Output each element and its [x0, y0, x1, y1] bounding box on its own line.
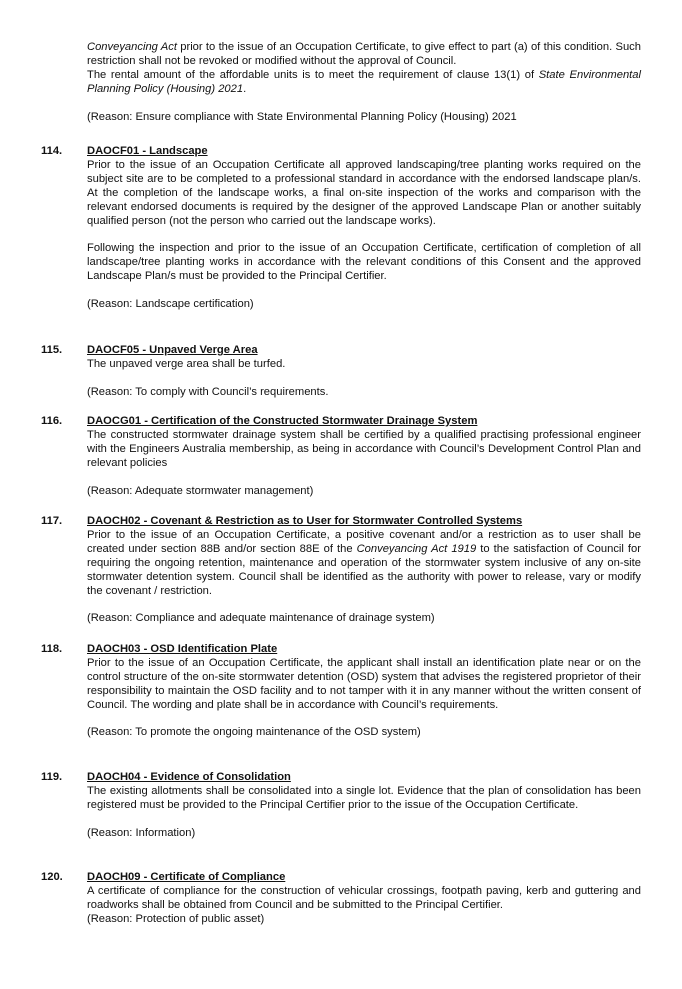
condition-118 [87, 643, 641, 740]
intro-block [87, 41, 641, 124]
intro-text-2: The rental amount of the affordable units is to meet the requirement of clause 13(1) of [87, 68, 539, 81]
condition-117-text-a: Prior to the issue of an Occupation Certificate, a positive covenant and/or a restriction as to user shall be created under section 88B and/or section 88E of the [87, 528, 641, 555]
intro-paragraph-2 [87, 69, 641, 97]
condition-114-paragraph-2: Following the inspection and prior to the issue of an Occupation Certificate, certification of completion of all landscape/tree planting works in accordance with the relevant conditions of this Consent and the approved Landscape Plan/s must be provided to the Principal Certifier. [87, 242, 641, 283]
condition-118-paragraph-1: Prior to the issue of an Occupation Certificate, the applicant shall install an identification plate near or on the control structure of the on-site stormwater detention (OSD) system that advises the registered proprietor of their responsibility to maintain the OSD facility and to not tamper with it in any manner without the written consent of Council. The wording and plate shall be in accordance with Council’s requirements. [87, 656, 641, 711]
condition-115-paragraph-1: The unpaved verge area shall be turfed. [87, 357, 286, 370]
condition-117-text-b: to the satisfaction of Council for requiring the ongoing retention, maintenance and operation of the stormwater system inclusive of any on-site stormwater detention system. Council shall be identified as the authority with power to release, vary or modify the covenant / restriction. [87, 542, 641, 597]
intro-policy-name: State Environmental Planning Policy (Housing) 2021 [87, 68, 641, 95]
condition-120 [87, 871, 641, 927]
condition-116 [87, 415, 641, 498]
condition-120-reason: (Reason: Protection of public asset) [87, 912, 265, 925]
condition-117-reason: (Reason: Compliance and adequate maintenance of drainage system) [87, 612, 435, 625]
condition-117-title: DAOCH02 - Covenant & Restriction as to User for Stormwater Controlled Systems [87, 515, 523, 527]
intro-reason: (Reason: Ensure compliance with State Environmental Planning Policy (Housing) 2021 [87, 110, 517, 123]
condition-114 [87, 145, 641, 312]
condition-116-paragraph-1: The constructed stormwater drainage system shall be certified by a qualified practising professional engineer with the Engineers Australia membership, as being in accordance with Council’s Development Control Plan and relevant policies [87, 428, 641, 469]
condition-115 [87, 344, 641, 400]
condition-118-title: DAOCH03 - OSD Identification Plate [87, 643, 278, 655]
condition-120-title: DAOCH09 - Certificate of Compliance [87, 871, 286, 883]
intro-paragraph-1 [87, 41, 641, 69]
condition-120-paragraph-1: A certificate of compliance for the construction of vehicular crossings, footpath paving, kerb and guttering and roadworks shall be obtained from Council and be submitted to the Principal Certifier. [87, 884, 641, 911]
condition-114-number: 114. [41, 145, 63, 157]
condition-118-number: 118. [41, 643, 63, 655]
condition-120-number: 120. [41, 871, 63, 883]
condition-119-title: DAOCH04 - Evidence of Consolidation [87, 771, 291, 783]
condition-115-reason: (Reason: To comply with Council’s requirements. [87, 385, 329, 398]
condition-119 [87, 771, 641, 841]
condition-117-paragraph-1 [87, 529, 641, 599]
condition-114-paragraph-1: Prior to the issue of an Occupation Certificate all approved landscaping/tree planting works required on the subject site are to be completed to a professional standard in accordance with the endorsed landscape plan/s. At the completion of the landscape works, a final on-site inspection of the works and comparison with the relevant endorsed documents is required by the designer of the approved Landscape Plan or another suitably qualified person (not the person who carried out the landscape works). [87, 158, 641, 227]
condition-116-number: 116. [41, 415, 63, 427]
intro-text-1: prior to the issue of an Occupation Certificate, to give effect to part (a) of this condition. Such restriction shall not be revoked or modified without the approval of Council. [87, 41, 641, 67]
condition-117-number: 117. [41, 515, 63, 527]
condition-116-title: DAOCG01 - Certification of the Constructed Stormwater Drainage System [87, 415, 478, 427]
intro-act-name: Conveyancing Act [87, 41, 177, 53]
condition-119-reason: (Reason: Information) [87, 826, 196, 839]
condition-118-reason: (Reason: To promote the ongoing maintenance of the OSD system) [87, 726, 421, 739]
condition-114-reason: (Reason: Landscape certification) [87, 297, 254, 310]
condition-119-number: 119. [41, 771, 63, 783]
condition-119-paragraph-1: The existing allotments shall be consolidated into a single lot. Evidence that the plan of consolidation has been registered must be provided to the Principal Certifier prior to the issue of the Occupation Certificate. [87, 784, 641, 811]
intro-text-2-end: . [243, 82, 247, 95]
condition-115-title: DAOCF05 - Unpaved Verge Area [87, 344, 258, 356]
condition-116-reason: (Reason: Adequate stormwater management) [87, 484, 314, 497]
condition-117-act-name: Conveyancing Act 1919 [356, 542, 477, 555]
condition-115-number: 115. [41, 344, 63, 356]
condition-117 [87, 515, 641, 626]
condition-114-title: DAOCF01 - Landscape [87, 145, 208, 157]
